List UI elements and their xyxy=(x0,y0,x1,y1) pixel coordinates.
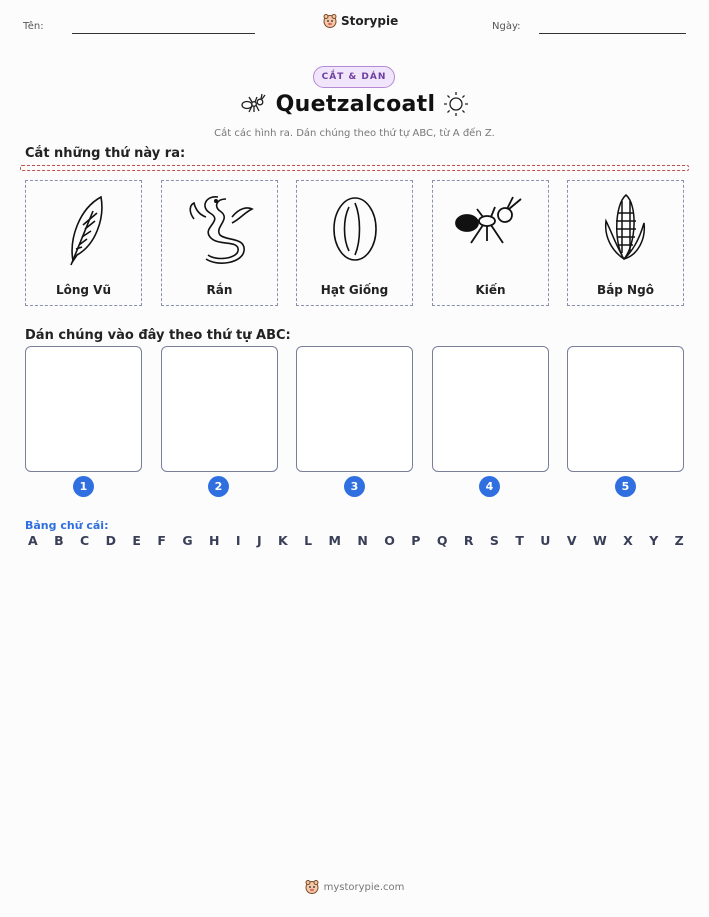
alphabet-letter: G xyxy=(182,533,193,548)
alphabet-letter: Z xyxy=(674,533,684,548)
alphabet-letter: B xyxy=(54,533,64,548)
seed-icon xyxy=(325,189,385,269)
brand-logo xyxy=(323,14,398,28)
paste-section-heading: Dán chúng vào đây theo thứ tự ABC: xyxy=(25,328,291,343)
alphabet-letter: D xyxy=(105,533,117,548)
feather-icon xyxy=(49,189,119,269)
footer xyxy=(0,880,709,894)
cutout-label: Bắp Ngô xyxy=(597,283,654,297)
corn-icon xyxy=(596,189,656,269)
cut-guide-line xyxy=(20,165,689,171)
alphabet-letter: I xyxy=(235,533,241,548)
cutout-card-feather[interactable] xyxy=(25,180,142,306)
alphabet-letter: L xyxy=(304,533,313,548)
cutout-label: Rắn xyxy=(206,283,233,297)
date-label: Ngày: xyxy=(492,21,521,32)
name-label: Tên: xyxy=(23,21,44,32)
storypie-logo-icon xyxy=(323,14,337,28)
name-line[interactable] xyxy=(72,33,255,34)
alphabet-letter: R xyxy=(463,533,474,548)
instructions: Cắt các hình ra. Dán chúng theo thứ tự ABC, từ A đến Z. xyxy=(214,128,495,139)
alphabet-letter: Q xyxy=(436,533,448,548)
paste-box-2[interactable] xyxy=(161,346,278,472)
slot-number-4: 4 xyxy=(479,476,500,497)
alphabet-letter: J xyxy=(256,533,262,548)
activity-badge: CẮT & DÁN xyxy=(313,66,395,88)
cutout-card-snake[interactable] xyxy=(161,180,278,306)
cutout-label: Kiến xyxy=(475,283,506,297)
slot-number-3: 3 xyxy=(344,476,365,497)
date-line[interactable] xyxy=(539,33,686,34)
storypie-footer-logo-icon xyxy=(305,880,319,894)
ant-decoration-icon xyxy=(240,93,268,115)
alphabet-letter: W xyxy=(592,533,607,548)
cutout-card-seed[interactable] xyxy=(296,180,413,306)
alphabet-letter: K xyxy=(278,533,288,548)
alphabet-row xyxy=(28,533,684,548)
alphabet-letter: E xyxy=(132,533,141,548)
snake-icon xyxy=(180,189,260,269)
cutout-card-corn[interactable] xyxy=(567,180,684,306)
paste-box-3[interactable] xyxy=(296,346,413,472)
ant-icon xyxy=(451,189,531,269)
cutout-label: Hạt Giống xyxy=(320,283,389,297)
sun-decoration-icon xyxy=(443,91,469,117)
alphabet-letter: X xyxy=(623,533,633,548)
slot-number-5: 5 xyxy=(615,476,636,497)
paste-box-5[interactable] xyxy=(567,346,684,472)
cutout-card-ant[interactable] xyxy=(432,180,549,306)
alphabet-letter: P xyxy=(411,533,421,548)
alphabet-title: Bảng chữ cái: xyxy=(25,519,109,532)
alphabet-letter: Y xyxy=(649,533,659,548)
alphabet-letter: F xyxy=(157,533,166,548)
alphabet-letter: M xyxy=(328,533,341,548)
cutout-label: Lông Vũ xyxy=(55,283,112,297)
brand-name: Storypie xyxy=(341,14,399,28)
cut-section-heading: Cắt những thứ này ra: xyxy=(25,146,186,161)
page-title: Quetzalcoatl xyxy=(275,91,436,117)
alphabet-letter: H xyxy=(209,533,220,548)
alphabet-letter: N xyxy=(357,533,368,548)
paste-box-1[interactable] xyxy=(25,346,142,472)
alphabet-letter: A xyxy=(28,533,38,548)
slot-number-2: 2 xyxy=(208,476,229,497)
alphabet-letter: V xyxy=(566,533,577,548)
alphabet-letter: S xyxy=(489,533,499,548)
alphabet-letter: U xyxy=(540,533,551,548)
footer-url[interactable]: mystorypie.com xyxy=(323,881,405,893)
slot-number-1: 1 xyxy=(73,476,94,497)
alphabet-letter: O xyxy=(384,533,395,548)
alphabet-letter: C xyxy=(80,533,90,548)
paste-box-4[interactable] xyxy=(432,346,549,472)
alphabet-letter: T xyxy=(515,533,524,548)
title-row xyxy=(0,91,709,117)
